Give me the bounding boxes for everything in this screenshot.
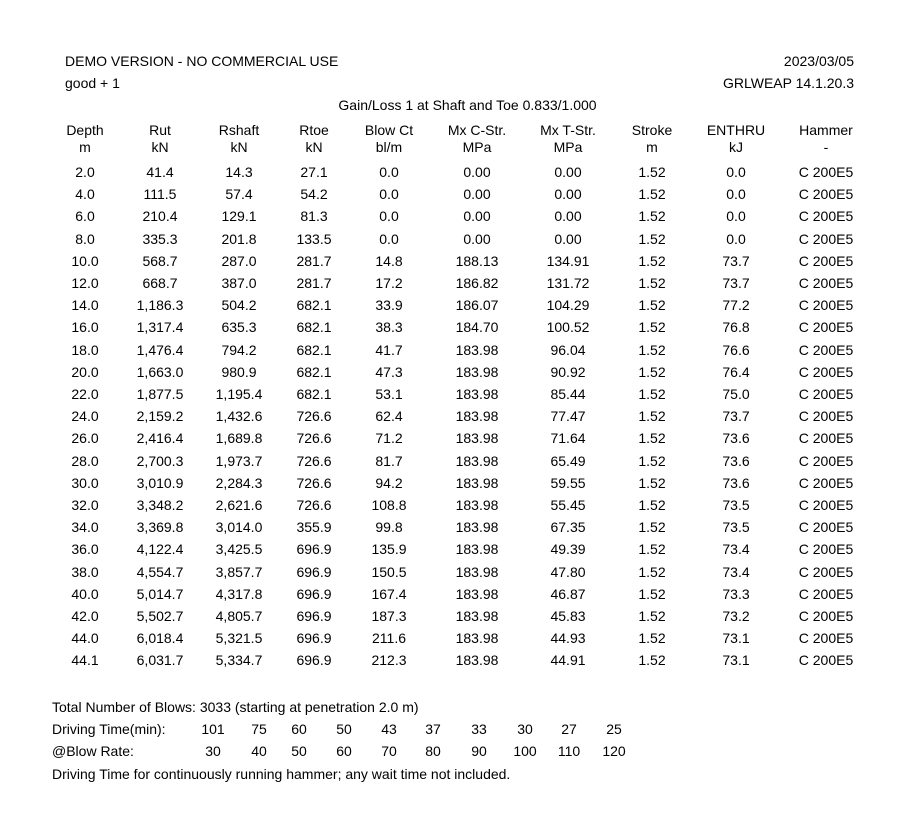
cell-enthru: 73.6	[722, 474, 750, 491]
column-unit-hammer: -	[823, 139, 829, 155]
cell-rshaft: 201.8	[221, 230, 257, 247]
cell-mx-t-str: 0.00	[554, 164, 582, 180]
cell-blow-ct: 94.2	[375, 474, 403, 491]
cell-rut: 4,554.7	[136, 563, 184, 580]
cell-stroke: 1.52	[638, 519, 666, 536]
driving-time-value: 33	[471, 721, 487, 737]
cell-hammer: C 200E5	[798, 408, 854, 425]
driving-time-value: 27	[561, 721, 577, 737]
cell-mx-c-str: 188.13	[455, 252, 499, 269]
cell-enthru: 73.6	[722, 430, 750, 447]
column-header-rut: Rut	[149, 122, 171, 138]
cell-mx-c-str: 0.00	[463, 208, 491, 225]
cell-enthru: 0.0	[726, 208, 746, 225]
cell-rshaft: 3,425.5	[215, 541, 263, 558]
cell-rtoe: 355.9	[296, 519, 332, 536]
cell-enthru: 73.7	[722, 252, 750, 269]
cell-mx-c-str: 183.98	[455, 497, 499, 513]
cell-blow-ct: 47.3	[375, 363, 403, 380]
cell-rshaft: 387.0	[221, 275, 257, 291]
cell-mx-c-str: 186.07	[455, 297, 499, 314]
cell-rshaft: 57.4	[225, 186, 253, 203]
column-header-mx-c-str: Mx C-Str.	[447, 122, 507, 138]
cell-rtoe: 682.1	[296, 386, 332, 402]
cell-mx-t-str: 104.29	[546, 297, 590, 314]
cell-stroke: 1.52	[638, 652, 666, 669]
cell-rshaft: 4,317.8	[215, 585, 263, 602]
cell-rut: 41.4	[146, 164, 174, 180]
cell-rshaft: 635.3	[221, 319, 257, 336]
cell-mx-t-str: 44.91	[550, 652, 586, 669]
cell-rshaft: 1,973.7	[215, 452, 263, 469]
cell-mx-c-str: 183.98	[455, 363, 499, 380]
cell-depth: 16.0	[71, 319, 99, 336]
blow-rate-value: 70	[381, 743, 397, 759]
cell-stroke: 1.52	[638, 297, 666, 314]
cell-blow-ct: 187.3	[371, 608, 407, 624]
cell-depth: 44.0	[71, 630, 99, 647]
cell-mx-t-str: 85.44	[550, 386, 586, 402]
job-title: good + 1	[65, 75, 120, 91]
cell-mx-t-str: 59.55	[550, 474, 586, 491]
cell-rut: 4,122.4	[136, 541, 184, 558]
cell-blow-ct: 0.0	[379, 230, 399, 247]
program-version: GRLWEAP 14.1.20.3	[723, 75, 854, 91]
cell-rshaft: 980.9	[221, 363, 257, 380]
cell-mx-c-str: 183.98	[455, 474, 499, 491]
cell-rut: 3,369.8	[136, 519, 184, 536]
cell-blow-ct: 108.8	[371, 497, 407, 513]
cell-enthru: 73.5	[722, 497, 750, 513]
cell-rut: 1,663.0	[136, 363, 184, 380]
cell-mx-c-str: 0.00	[463, 186, 491, 203]
cell-depth: 18.0	[71, 341, 99, 358]
cell-rshaft: 3,014.0	[215, 519, 263, 536]
cell-hammer: C 200E5	[798, 386, 854, 402]
cell-rut: 335.3	[142, 230, 178, 247]
cell-enthru: 0.0	[726, 186, 746, 203]
cell-mx-t-str: 77.47	[550, 408, 586, 425]
cell-enthru: 73.6	[722, 452, 750, 469]
cell-depth: 44.1	[71, 652, 99, 669]
driving-time-value: 50	[336, 721, 352, 737]
cell-hammer: C 200E5	[798, 430, 854, 447]
cell-enthru: 73.2	[722, 608, 750, 624]
cell-rut: 210.4	[142, 208, 178, 225]
cell-rtoe: 696.9	[296, 563, 332, 580]
gain-loss-subtitle: Gain/Loss 1 at Shaft and Toe 0.833/1.000	[338, 97, 597, 113]
cell-depth: 20.0	[71, 363, 99, 380]
cell-mx-c-str: 186.82	[455, 275, 499, 291]
cell-hammer: C 200E5	[798, 630, 854, 647]
cell-rtoe: 696.9	[296, 630, 332, 647]
cell-rtoe: 682.1	[296, 297, 332, 314]
cell-blow-ct: 53.1	[375, 386, 403, 402]
cell-mx-c-str: 183.98	[455, 652, 499, 669]
cell-hammer: C 200E5	[798, 319, 854, 336]
cell-blow-ct: 62.4	[375, 408, 403, 425]
cell-enthru: 76.4	[722, 363, 750, 380]
cell-mx-c-str: 0.00	[463, 230, 491, 247]
cell-mx-c-str: 183.98	[455, 430, 499, 447]
cell-mx-c-str: 183.98	[455, 408, 499, 425]
cell-stroke: 1.52	[638, 252, 666, 269]
cell-hammer: C 200E5	[798, 452, 854, 469]
driving-time-value: 75	[251, 721, 267, 737]
cell-blow-ct: 71.2	[375, 430, 403, 447]
cell-hammer: C 200E5	[798, 230, 854, 247]
cell-stroke: 1.52	[638, 630, 666, 647]
cell-mx-t-str: 44.93	[550, 630, 586, 647]
report-date: 2023/03/05	[783, 53, 854, 69]
driving-time-value: 25	[606, 721, 622, 737]
blow-rate-value: 80	[425, 743, 441, 759]
cell-depth: 2.0	[75, 164, 95, 180]
cell-mx-c-str: 183.98	[455, 630, 499, 647]
cell-depth: 4.0	[75, 186, 95, 203]
cell-hammer: C 200E5	[798, 519, 854, 536]
cell-rshaft: 5,334.7	[215, 652, 263, 669]
cell-blow-ct: 14.8	[375, 252, 403, 269]
cell-rtoe: 54.2	[300, 186, 328, 203]
cell-enthru: 73.1	[722, 652, 750, 669]
cell-mx-t-str: 131.72	[546, 275, 590, 291]
cell-blow-ct: 17.2	[375, 275, 403, 291]
cell-rshaft: 2,621.6	[215, 497, 263, 513]
cell-mx-c-str: 183.98	[455, 341, 499, 358]
cell-depth: 34.0	[71, 519, 99, 536]
cell-stroke: 1.52	[638, 408, 666, 425]
cell-rut: 1,186.3	[136, 297, 184, 314]
demo-version-notice: DEMO VERSION - NO COMMERCIAL USE	[65, 53, 339, 69]
cell-depth: 12.0	[71, 275, 99, 291]
cell-depth: 22.0	[71, 386, 99, 402]
column-unit-mx-c-str: MPa	[462, 139, 492, 155]
cell-blow-ct: 0.0	[379, 164, 399, 180]
cell-enthru: 73.3	[722, 585, 750, 602]
cell-stroke: 1.52	[638, 275, 666, 291]
driving-time-value: 101	[201, 721, 225, 737]
driving-time-label: Driving Time(min):	[52, 721, 166, 737]
cell-mx-t-str: 46.87	[550, 585, 586, 602]
cell-rshaft: 129.1	[221, 208, 257, 225]
cell-hammer: C 200E5	[798, 363, 854, 380]
cell-rshaft: 14.3	[225, 164, 253, 180]
cell-depth: 10.0	[71, 252, 99, 269]
cell-rut: 2,416.4	[136, 430, 184, 447]
cell-depth: 6.0	[75, 208, 95, 225]
cell-rtoe: 682.1	[296, 341, 332, 358]
cell-rtoe: 696.9	[296, 608, 332, 624]
cell-hammer: C 200E5	[798, 275, 854, 291]
cell-depth: 26.0	[71, 430, 99, 447]
cell-blow-ct: 211.6	[372, 630, 406, 647]
driving-time-value: 60	[291, 721, 307, 737]
cell-rut: 668.7	[142, 275, 178, 291]
column-unit-rshaft: kN	[230, 139, 248, 155]
cell-enthru: 73.7	[722, 408, 750, 425]
cell-mx-c-str: 184.70	[455, 319, 499, 336]
cell-mx-c-str: 183.98	[455, 541, 499, 558]
cell-enthru: 75.0	[722, 386, 750, 402]
cell-rut: 2,159.2	[136, 408, 184, 425]
cell-rut: 1,476.4	[136, 341, 184, 358]
cell-stroke: 1.52	[638, 541, 666, 558]
cell-mx-c-str: 0.00	[463, 164, 491, 180]
cell-stroke: 1.52	[638, 563, 666, 580]
column-header-blow-ct: Blow Ct	[364, 122, 414, 138]
cell-mx-t-str: 65.49	[550, 452, 586, 469]
cell-stroke: 1.52	[638, 608, 666, 624]
cell-depth: 24.0	[71, 408, 99, 425]
cell-stroke: 1.52	[638, 186, 666, 203]
cell-stroke: 1.52	[638, 585, 666, 602]
cell-hammer: C 200E5	[798, 608, 854, 624]
cell-mx-t-str: 0.00	[554, 230, 582, 247]
cell-rut: 568.7	[142, 252, 178, 269]
cell-depth: 28.0	[71, 452, 99, 469]
cell-blow-ct: 167.4	[371, 585, 407, 602]
blow-rate-label: @Blow Rate:	[52, 743, 134, 759]
column-header-stroke: Stroke	[631, 122, 673, 138]
cell-rtoe: 696.9	[296, 541, 332, 558]
blow-rate-value: 90	[471, 743, 487, 759]
column-unit-mx-t-str: MPa	[553, 139, 583, 155]
cell-rtoe: 281.7	[296, 275, 332, 291]
cell-hammer: C 200E5	[798, 208, 854, 225]
cell-rut: 1,877.5	[136, 386, 184, 402]
cell-stroke: 1.52	[638, 363, 666, 380]
cell-mx-c-str: 183.98	[455, 386, 499, 402]
cell-mx-t-str: 0.00	[554, 208, 582, 225]
driving-time-value: 37	[425, 721, 441, 737]
cell-mx-c-str: 183.98	[455, 452, 499, 469]
cell-rshaft: 1,195.4	[215, 386, 263, 402]
column-unit-stroke: m	[646, 139, 658, 155]
cell-mx-t-str: 47.80	[550, 563, 586, 580]
cell-hammer: C 200E5	[798, 585, 854, 602]
column-unit-depth: m	[79, 139, 91, 155]
cell-rtoe: 682.1	[296, 319, 332, 336]
cell-mx-c-str: 183.98	[455, 519, 499, 536]
cell-hammer: C 200E5	[798, 652, 854, 669]
cell-rtoe: 726.6	[296, 408, 332, 425]
column-unit-enthru: kJ	[729, 139, 743, 155]
cell-enthru: 77.2	[722, 297, 750, 314]
cell-blow-ct: 135.9	[371, 541, 407, 558]
cell-hammer: C 200E5	[798, 541, 854, 558]
cell-blow-ct: 150.5	[371, 563, 407, 580]
cell-stroke: 1.52	[638, 386, 666, 402]
cell-rtoe: 726.6	[296, 474, 332, 491]
cell-rtoe: 27.1	[300, 164, 328, 180]
cell-enthru: 0.0	[726, 164, 746, 180]
cell-rtoe: 696.9	[296, 585, 332, 602]
column-unit-blow-ct: bl/m	[375, 139, 403, 155]
cell-rshaft: 5,321.5	[215, 630, 263, 647]
cell-enthru: 0.0	[726, 230, 746, 247]
cell-mx-t-str: 55.45	[550, 497, 586, 513]
cell-rtoe: 726.6	[296, 452, 332, 469]
cell-hammer: C 200E5	[798, 497, 854, 513]
blow-rate-value: 60	[336, 743, 352, 759]
blow-rate-value: 50	[291, 743, 307, 759]
column-header-enthru: ENTHRU	[706, 122, 766, 138]
cell-depth: 40.0	[71, 585, 99, 602]
cell-blow-ct: 81.7	[375, 452, 403, 469]
cell-rut: 5,014.7	[136, 585, 184, 602]
cell-mx-c-str: 183.98	[455, 563, 499, 580]
cell-blow-ct: 99.8	[375, 519, 403, 536]
cell-stroke: 1.52	[638, 230, 666, 247]
cell-mx-c-str: 183.98	[455, 608, 499, 624]
cell-depth: 32.0	[71, 497, 99, 513]
cell-rshaft: 794.2	[221, 341, 257, 358]
cell-hammer: C 200E5	[798, 164, 854, 180]
cell-rshaft: 2,284.3	[215, 474, 263, 491]
cell-rtoe: 133.5	[296, 230, 332, 247]
cell-rtoe: 281.7	[296, 252, 332, 269]
blow-rate-value: 120	[602, 743, 626, 759]
cell-rut: 5,502.7	[136, 608, 184, 624]
cell-enthru: 73.4	[722, 541, 750, 558]
cell-mx-t-str: 90.92	[550, 363, 586, 380]
cell-mx-t-str: 0.00	[554, 186, 582, 203]
cell-blow-ct: 38.3	[375, 319, 403, 336]
cell-stroke: 1.52	[638, 452, 666, 469]
cell-stroke: 1.52	[638, 497, 666, 513]
cell-mx-t-str: 100.52	[546, 319, 590, 336]
column-header-hammer: Hammer	[799, 122, 853, 138]
cell-rshaft: 504.2	[221, 297, 257, 314]
cell-blow-ct: 0.0	[379, 186, 399, 203]
cell-rut: 1,317.4	[136, 319, 184, 336]
cell-rshaft: 3,857.7	[215, 563, 263, 580]
cell-enthru: 76.8	[722, 319, 750, 336]
cell-rtoe: 696.9	[296, 652, 332, 669]
cell-depth: 38.0	[71, 563, 99, 580]
cell-stroke: 1.52	[638, 430, 666, 447]
cell-hammer: C 200E5	[798, 186, 854, 203]
cell-mx-t-str: 49.39	[550, 541, 586, 558]
cell-stroke: 1.52	[638, 341, 666, 358]
driving-time-value: 43	[381, 721, 397, 737]
cell-depth: 30.0	[71, 474, 99, 491]
cell-stroke: 1.52	[638, 208, 666, 225]
cell-enthru: 76.6	[722, 341, 750, 358]
cell-rtoe: 726.6	[296, 497, 332, 513]
cell-rshaft: 1,432.6	[215, 408, 263, 425]
cell-rut: 6,018.4	[136, 630, 184, 647]
cell-mx-t-str: 134.91	[546, 252, 590, 269]
cell-enthru: 73.5	[722, 519, 750, 536]
total-blows: Total Number of Blows: 3033 (starting at penetration 2.0 m)	[52, 699, 419, 715]
cell-rshaft: 287.0	[221, 252, 257, 269]
cell-blow-ct: 41.7	[375, 341, 403, 358]
cell-depth: 14.0	[71, 297, 99, 314]
cell-hammer: C 200E5	[798, 474, 854, 491]
cell-enthru: 73.4	[722, 563, 750, 580]
cell-hammer: C 200E5	[798, 297, 854, 314]
cell-rut: 6,031.7	[136, 652, 184, 669]
cell-mx-t-str: 45.83	[550, 608, 586, 624]
driving-time-note: Driving Time for continuously running hammer; any wait time not included.	[52, 766, 511, 782]
cell-rshaft: 1,689.8	[215, 430, 263, 447]
driving-time-value: 30	[517, 721, 533, 737]
cell-rut: 3,348.2	[136, 497, 184, 513]
column-unit-rtoe: kN	[305, 139, 323, 155]
cell-rut: 111.5	[143, 186, 177, 203]
blow-rate-value: 30	[205, 743, 221, 759]
cell-depth: 36.0	[71, 541, 99, 558]
cell-hammer: C 200E5	[798, 563, 854, 580]
cell-enthru: 73.7	[722, 275, 750, 291]
blow-rate-value: 110	[557, 743, 581, 759]
cell-depth: 8.0	[75, 230, 95, 247]
cell-stroke: 1.52	[638, 474, 666, 491]
cell-mx-t-str: 71.64	[550, 430, 586, 447]
cell-mx-t-str: 96.04	[550, 341, 586, 358]
cell-blow-ct: 33.9	[375, 297, 403, 314]
column-header-mx-t-str: Mx T-Str.	[540, 122, 596, 138]
cell-rut: 2,700.3	[136, 452, 184, 469]
cell-blow-ct: 0.0	[379, 208, 399, 225]
cell-mx-c-str: 183.98	[455, 585, 499, 602]
cell-enthru: 73.1	[722, 630, 750, 647]
cell-mx-t-str: 67.35	[550, 519, 586, 536]
cell-stroke: 1.52	[638, 164, 666, 180]
column-unit-rut: kN	[151, 139, 169, 155]
column-header-depth: Depth	[66, 122, 104, 138]
column-header-rtoe: Rtoe	[299, 122, 329, 138]
cell-rshaft: 4,805.7	[215, 608, 263, 624]
column-header-rshaft: Rshaft	[218, 122, 260, 138]
cell-rtoe: 682.1	[296, 363, 332, 380]
cell-rut: 3,010.9	[136, 474, 184, 491]
cell-rtoe: 726.6	[296, 430, 332, 447]
cell-depth: 42.0	[71, 608, 99, 624]
blow-rate-value: 100	[513, 743, 537, 759]
cell-hammer: C 200E5	[798, 252, 854, 269]
blow-rate-value: 40	[251, 743, 267, 759]
cell-blow-ct: 212.3	[371, 652, 407, 669]
cell-stroke: 1.52	[638, 319, 666, 336]
cell-rtoe: 81.3	[300, 208, 328, 225]
cell-hammer: C 200E5	[798, 341, 854, 358]
